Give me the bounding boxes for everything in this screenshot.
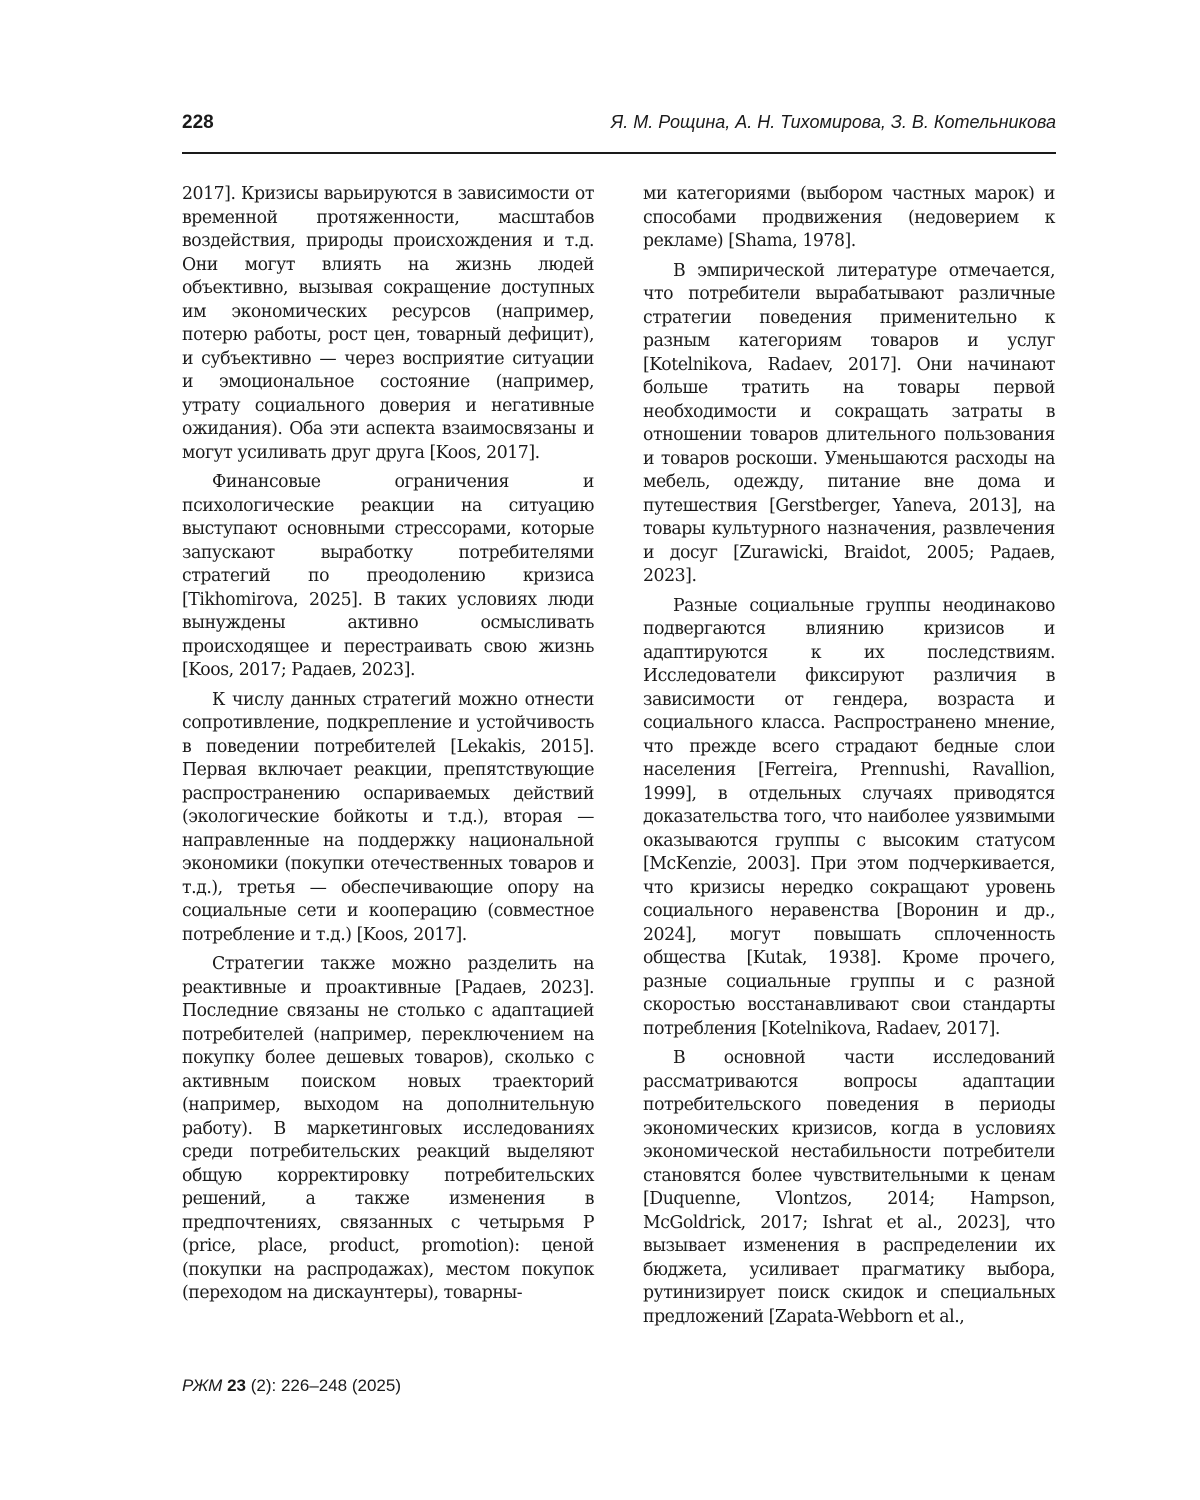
journal-volume: 23 bbox=[227, 1376, 246, 1395]
left-column bbox=[182, 183, 594, 1312]
paragraph: 2017]. Кризисы варьируются в зависимости от временной протяженности, масштабов воздействия, природы происхождения и т.д. Они могут влиять на жизнь людей объективно, вызывая сокращение доступных им экономических ресурсов (например, потерю работы, рост цен, товарный дефицит), и субъективно — через восприятие ситуации и эмоциональное состояние (например, утрату социального доверия и негативные ожидания). Оба эти аспекта взаимосвязаны и могут усиливать друг друга [Koos, 2017]. bbox=[182, 184, 594, 463]
running-head-authors: Я. М. Рощина, А. Н. Тихомирова, З. В. Котельникова bbox=[610, 112, 1056, 132]
page-footer bbox=[182, 1376, 401, 1396]
paragraph: ми категориями (выбором частных марок) и способами продвижения (недоверием к рекламе) [Shama, 1978]. bbox=[643, 184, 1055, 251]
paragraph: Финансовые ограничения и психологические реакции на ситуацию выступают основными стрессорами, которые запускают выработку потребителями стратегий по преодолению кризиса [Tikhomirova, 2025]. В таких условиях люди вынуждены активно осмысливать происходящее и перестраивать свою жизнь [Koos, 2017; Радаев, 2023]. bbox=[182, 472, 594, 680]
paragraph: Стратегии также можно разделить на реактивные и проактивные [Радаев, 2023]. Последние связаны не столько с адаптацией потребителей (например, переключением на покупку более дешевых товаров), сколько с активным поиском новых траекторий (например, выходом на дополнительную работу). В маркетинговых исследованиях среди потребительских реакций выделяют общую корректировку потребительских решений, а также изменения в предпочтениях, связанных с четырьмя P (price, place, product, promotion): ценой (покупки на распродажах), местом покупок (переходом на дискаунтеры), товарны- bbox=[182, 954, 594, 1303]
journal-issue-pages: (2): 226–248 (2025) bbox=[250, 1376, 402, 1395]
paragraph: К числу данных стратегий можно отнести сопротивление, подкрепление и устойчивость в поведении потребителей [Lekakis, 2015]. Первая включает реакции, препятствующие распространению оспариваемых действий (экологические бойкоты и т.д.), вторая — направленные на поддержку национальной экономики (покупки отечественных товаров и т.д.), третья — обеспечивающие опору на социальные сети и кооперацию (совместное потребление и т.д.) [Koos, 2017]. bbox=[182, 689, 594, 945]
header-rule bbox=[182, 152, 1056, 154]
paragraph: В основной части исследований рассматриваются вопросы адаптации потребительского поведения в периоды экономических кризисов, когда в условиях экономической нестабильности потребители становятся более чувствительными к ценам [Duquenne, Vlontzos, 2014; Hampson, McGoldrick, 2017; Ishrat et al., 2023], что вызывает изменения в распределении их бюджета, усиливает прагматику выбора, рутинизирует поиск скидок и специальных предложений [Zapata-Webborn et al., bbox=[643, 1048, 1055, 1327]
paragraph: В эмпирической литературе отмечается, что потребители вырабатывают различные стратегии поведения применительно к разным категориям товаров и услуг [Kotelnikova, Radaev, 2017]. Они начинают больше тратить на товары первой необходимости и сокращать затраты в отношении товаров длительного пользования и товаров роскоши. Уменьшаются расходы на мебель, одежду, питание вне дома и путешествия [Gerstberger, Yaneva, 2013], на товары культурного назначения, развлечения и досуг [Zurawicki, Braidot, 2005; Радаев, 2023]. bbox=[643, 260, 1055, 586]
page-header bbox=[182, 112, 1056, 142]
page-number: 228 bbox=[182, 112, 214, 133]
right-column bbox=[643, 183, 1055, 1335]
paragraph: Разные социальные группы неодинаково подвергаются влиянию кризисов и адаптируются к их последствиям. Исследователи фиксируют различия в зависимости от гендера, возраста и социального класса. Распространено мнение, что прежде всего страдают бедные слои населения [Ferreira, Prennushi, Ravallion, 1999], в отдельных случаях приводятся доказательства того, что наиболее уязвимыми оказываются группы с высоким статусом [McKenzie, 2003]. При этом подчеркивается, что кризисы нередко сокращают уровень социального неравенства [Воронин и др., 2024], могут повышать сплоченность общества [Kutak, 1938]. Кроме прочего, разные социальные группы и с разной скоростью восстанавливают свои стандарты потребления [Kotelnikova, Radaev, 2017]. bbox=[643, 595, 1055, 1039]
journal-name: РЖМ bbox=[182, 1376, 223, 1395]
